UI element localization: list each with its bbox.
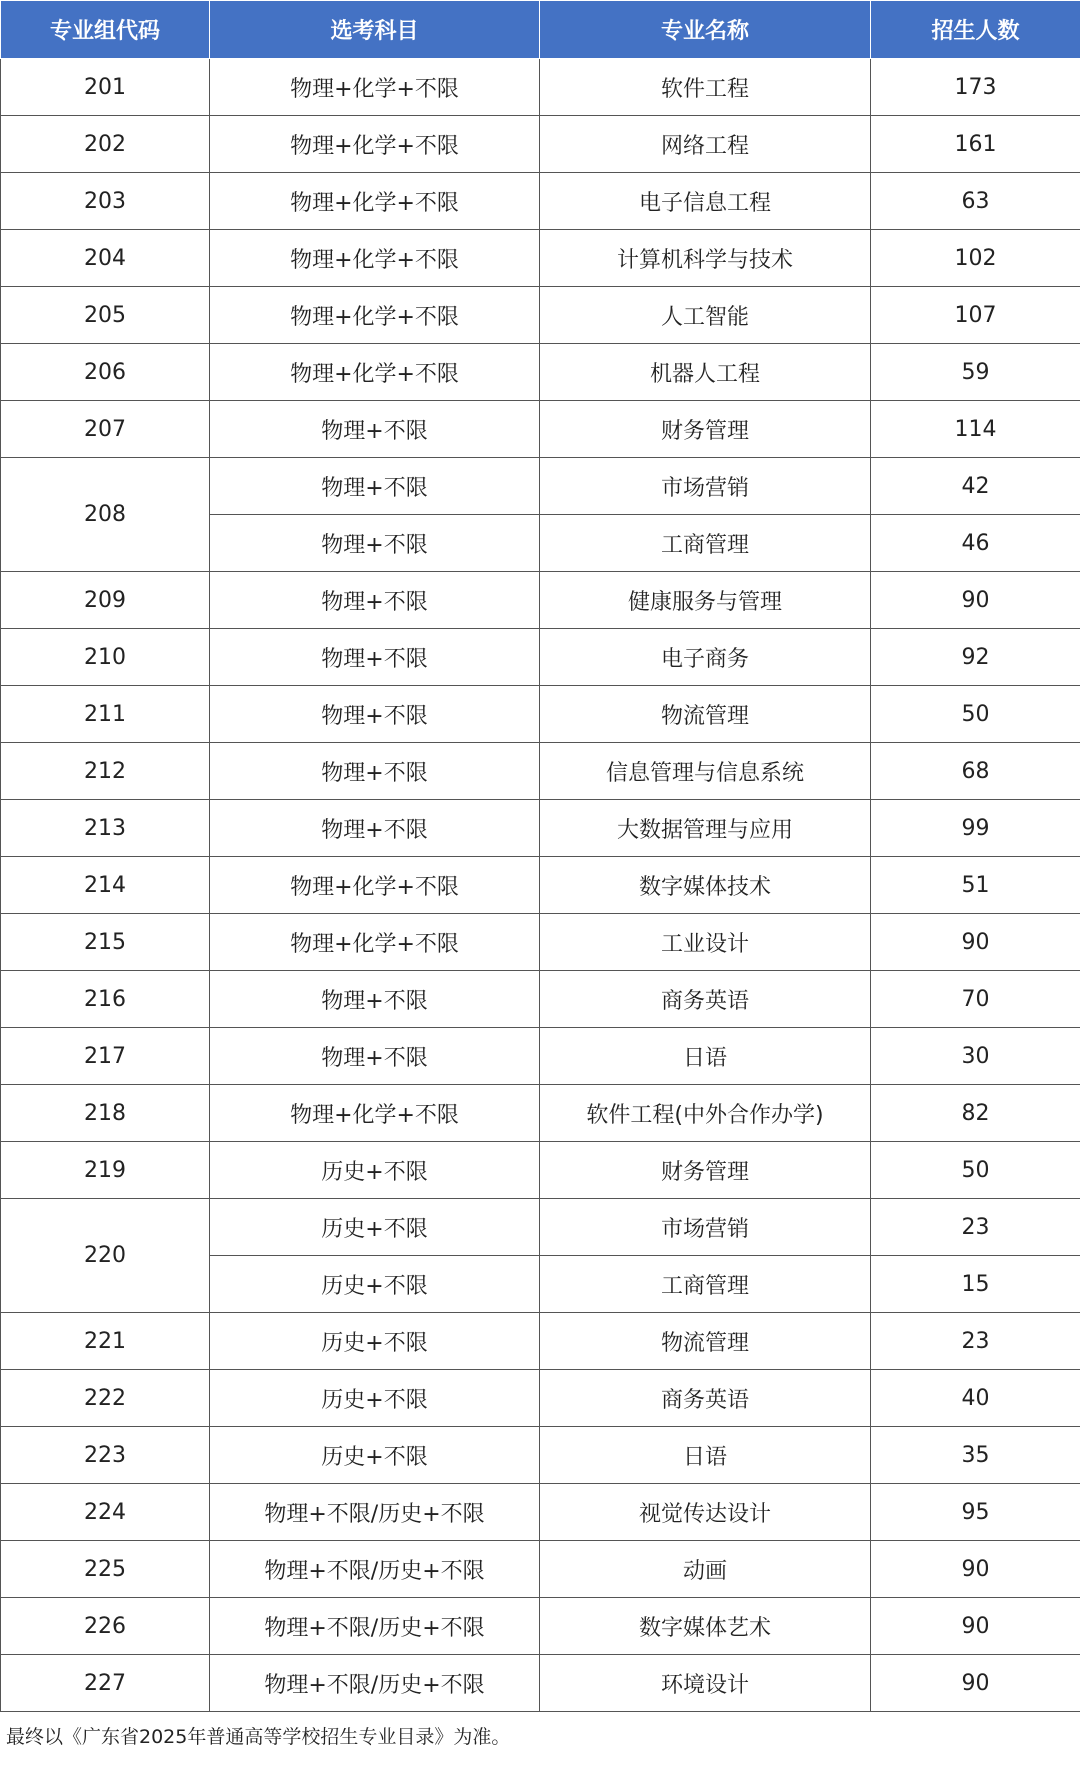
- enrollment-count-cell: 99: [871, 800, 1080, 857]
- header-row: [1, 1, 1080, 59]
- subject-cell: 物理+化学+不限: [210, 914, 540, 971]
- subject-cell: 物理+化学+不限: [210, 344, 540, 401]
- enrollment-count-cell: 59: [871, 344, 1080, 401]
- major-name-cell: 信息管理与信息系统: [540, 743, 871, 800]
- enrollment-count-cell: 82: [871, 1085, 1080, 1142]
- table-row: [1, 287, 1080, 344]
- table-row: [1, 572, 1080, 629]
- group-code-cell: 201: [1, 59, 210, 116]
- group-code-cell: 202: [1, 116, 210, 173]
- major-name-cell: 数字媒体技术: [540, 857, 871, 914]
- subject-cell: 物理+化学+不限: [210, 116, 540, 173]
- subject-cell: 历史+不限: [210, 1142, 540, 1199]
- major-name-cell: 电子信息工程: [540, 173, 871, 230]
- major-name-cell: 视觉传达设计: [540, 1484, 871, 1541]
- enrollment-count-cell: 90: [871, 1655, 1080, 1712]
- table-row: [1, 857, 1080, 914]
- enrollment-count-cell: 63: [871, 173, 1080, 230]
- group-code-cell: 207: [1, 401, 210, 458]
- header-subjects: 选考科目: [210, 1, 540, 59]
- group-code-cell: 222: [1, 1370, 210, 1427]
- major-name-cell: 财务管理: [540, 401, 871, 458]
- table-row: [1, 1085, 1080, 1142]
- table-row: [1, 971, 1080, 1028]
- enrollment-count-cell: 92: [871, 629, 1080, 686]
- major-name-cell: 日语: [540, 1427, 871, 1484]
- subject-cell: 历史+不限: [210, 1427, 540, 1484]
- major-name-cell: 人工智能: [540, 287, 871, 344]
- group-code-cell: 210: [1, 629, 210, 686]
- table-row: [1, 1313, 1080, 1370]
- group-code-cell: 211: [1, 686, 210, 743]
- table-row: [1, 173, 1080, 230]
- table-row: [1, 1598, 1080, 1655]
- enrollment-count-cell: 70: [871, 971, 1080, 1028]
- enrollment-count-cell: 68: [871, 743, 1080, 800]
- subject-cell: 物理+化学+不限: [210, 287, 540, 344]
- subject-cell: 历史+不限: [210, 1370, 540, 1427]
- group-code-cell: 221: [1, 1313, 210, 1370]
- group-code-cell: 224: [1, 1484, 210, 1541]
- major-name-cell: 计算机科学与技术: [540, 230, 871, 287]
- header-enrollment-count: 招生人数: [871, 1, 1080, 59]
- enrollment-count-cell: 15: [871, 1256, 1080, 1313]
- table-row: [1, 230, 1080, 287]
- enrollment-count-cell: 40: [871, 1370, 1080, 1427]
- enrollment-count-cell: 102: [871, 230, 1080, 287]
- major-name-cell: 物流管理: [540, 686, 871, 743]
- major-name-cell: 物流管理: [540, 1313, 871, 1370]
- table-row: [1, 1370, 1080, 1427]
- table-row: [1, 1199, 1080, 1256]
- group-code-cell: 208: [1, 458, 210, 572]
- major-name-cell: 商务英语: [540, 971, 871, 1028]
- subject-cell: 物理+不限/历史+不限: [210, 1655, 540, 1712]
- enrollment-count-cell: 46: [871, 515, 1080, 572]
- subject-cell: 物理+化学+不限: [210, 857, 540, 914]
- subject-cell: 物理+不限: [210, 572, 540, 629]
- subject-cell: 物理+不限/历史+不限: [210, 1598, 540, 1655]
- group-code-cell: 216: [1, 971, 210, 1028]
- table-row: [1, 1484, 1080, 1541]
- group-code-cell: 213: [1, 800, 210, 857]
- enrollment-count-cell: 90: [871, 914, 1080, 971]
- subject-cell: 物理+不限: [210, 515, 540, 572]
- enrollment-count-cell: 23: [871, 1313, 1080, 1370]
- subject-cell: 物理+不限: [210, 1028, 540, 1085]
- table-row: [1, 686, 1080, 743]
- table-body: [1, 59, 1080, 1712]
- subject-cell: 物理+化学+不限: [210, 1085, 540, 1142]
- enrollment-count-cell: 23: [871, 1199, 1080, 1256]
- subject-cell: 物理+不限: [210, 458, 540, 515]
- group-code-cell: 204: [1, 230, 210, 287]
- major-name-cell: 健康服务与管理: [540, 572, 871, 629]
- enrollment-count-cell: 107: [871, 287, 1080, 344]
- enrollment-count-cell: 90: [871, 1598, 1080, 1655]
- major-name-cell: 商务英语: [540, 1370, 871, 1427]
- subject-cell: 物理+化学+不限: [210, 59, 540, 116]
- group-code-cell: 212: [1, 743, 210, 800]
- table-row: [1, 401, 1080, 458]
- major-name-cell: 网络工程: [540, 116, 871, 173]
- group-code-cell: 209: [1, 572, 210, 629]
- enrollment-count-cell: 51: [871, 857, 1080, 914]
- group-code-cell: 220: [1, 1199, 210, 1313]
- group-code-cell: 203: [1, 173, 210, 230]
- subject-cell: 历史+不限: [210, 1256, 540, 1313]
- subject-cell: 物理+不限: [210, 401, 540, 458]
- enrollment-count-cell: 35: [871, 1427, 1080, 1484]
- major-name-cell: 工商管理: [540, 1256, 871, 1313]
- table-row: [1, 1028, 1080, 1085]
- group-code-cell: 227: [1, 1655, 210, 1712]
- enrollment-count-cell: 90: [871, 1541, 1080, 1598]
- table-row: [1, 1427, 1080, 1484]
- table-row: [1, 914, 1080, 971]
- table-row: [1, 743, 1080, 800]
- enrollment-count-cell: 161: [871, 116, 1080, 173]
- table-row: [1, 1541, 1080, 1598]
- group-code-cell: 206: [1, 344, 210, 401]
- table-header: [1, 1, 1080, 59]
- major-name-cell: 日语: [540, 1028, 871, 1085]
- major-name-cell: 机器人工程: [540, 344, 871, 401]
- table-row: [1, 59, 1080, 116]
- enrollment-count-cell: 95: [871, 1484, 1080, 1541]
- major-name-cell: 市场营销: [540, 458, 871, 515]
- enrollment-count-cell: 50: [871, 1142, 1080, 1199]
- major-name-cell: 数字媒体艺术: [540, 1598, 871, 1655]
- subject-cell: 物理+化学+不限: [210, 230, 540, 287]
- major-name-cell: 动画: [540, 1541, 871, 1598]
- group-code-cell: 225: [1, 1541, 210, 1598]
- header-major-name: 专业名称: [540, 1, 871, 59]
- footnote: 最终以《广东省2025年普通高等学校招生专业目录》为准。: [6, 1726, 511, 1748]
- subject-cell: 物理+不限: [210, 629, 540, 686]
- major-name-cell: 大数据管理与应用: [540, 800, 871, 857]
- table-row: [1, 458, 1080, 515]
- major-name-cell: 工业设计: [540, 914, 871, 971]
- group-code-cell: 214: [1, 857, 210, 914]
- group-code-cell: 215: [1, 914, 210, 971]
- subject-cell: 物理+不限/历史+不限: [210, 1541, 540, 1598]
- major-name-cell: 市场营销: [540, 1199, 871, 1256]
- group-code-cell: 223: [1, 1427, 210, 1484]
- major-name-cell: 软件工程(中外合作办学): [540, 1085, 871, 1142]
- table-row: [1, 1142, 1080, 1199]
- enrollment-count-cell: 50: [871, 686, 1080, 743]
- enrollment-count-cell: 114: [871, 401, 1080, 458]
- major-name-cell: 财务管理: [540, 1142, 871, 1199]
- table-row: [1, 116, 1080, 173]
- subject-cell: 物理+不限/历史+不限: [210, 1484, 540, 1541]
- subject-cell: 物理+不限: [210, 743, 540, 800]
- enrollment-count-cell: 42: [871, 458, 1080, 515]
- group-code-cell: 218: [1, 1085, 210, 1142]
- group-code-cell: 217: [1, 1028, 210, 1085]
- subject-cell: 物理+化学+不限: [210, 173, 540, 230]
- major-name-cell: 软件工程: [540, 59, 871, 116]
- enrollment-count-cell: 173: [871, 59, 1080, 116]
- subject-cell: 物理+不限: [210, 971, 540, 1028]
- table-row: [1, 800, 1080, 857]
- header-group-code: 专业组代码: [1, 1, 210, 59]
- table-row: [1, 344, 1080, 401]
- enrollment-count-cell: 90: [871, 572, 1080, 629]
- group-code-cell: 226: [1, 1598, 210, 1655]
- major-name-cell: 电子商务: [540, 629, 871, 686]
- major-name-cell: 环境设计: [540, 1655, 871, 1712]
- subject-cell: 物理+不限: [210, 800, 540, 857]
- subject-cell: 物理+不限: [210, 686, 540, 743]
- table-row: [1, 629, 1080, 686]
- major-name-cell: 工商管理: [540, 515, 871, 572]
- subject-cell: 历史+不限: [210, 1313, 540, 1370]
- enrollment-count-cell: 30: [871, 1028, 1080, 1085]
- group-code-cell: 219: [1, 1142, 210, 1199]
- group-code-cell: 205: [1, 287, 210, 344]
- subject-cell: 历史+不限: [210, 1199, 540, 1256]
- table-row: [1, 1655, 1080, 1712]
